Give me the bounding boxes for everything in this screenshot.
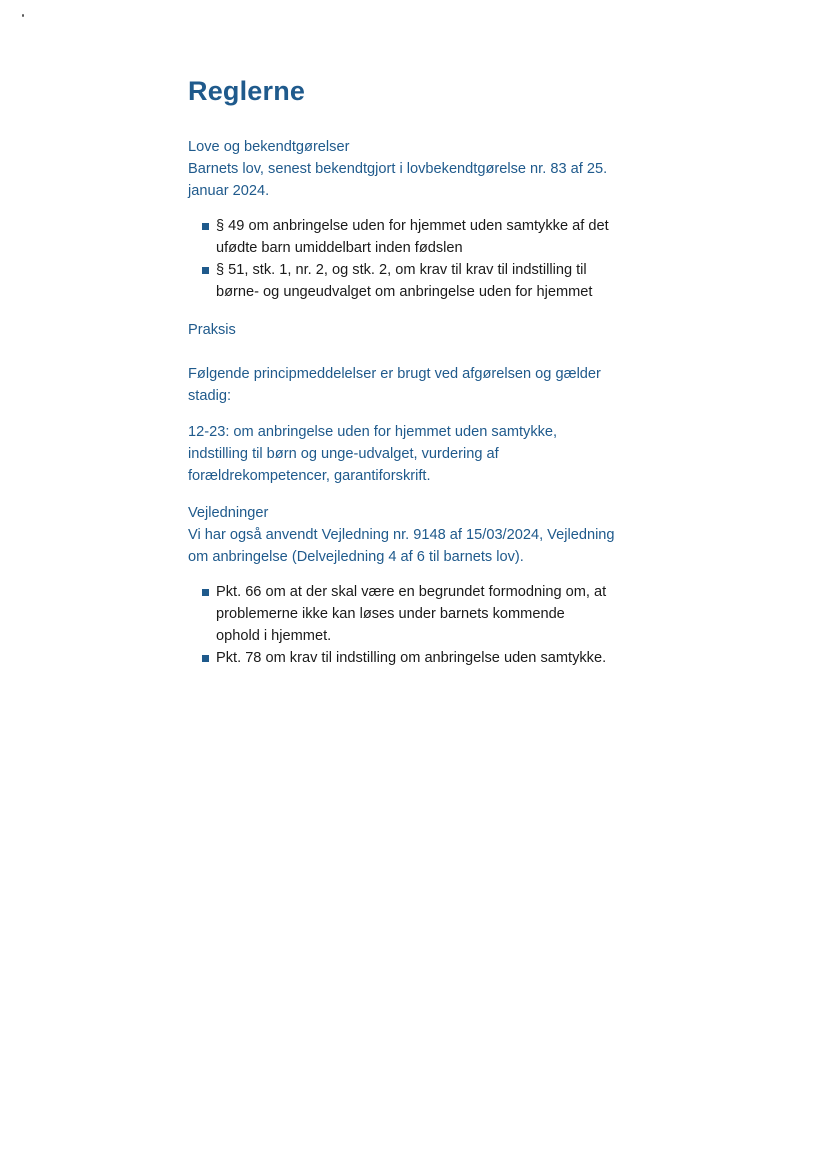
laws-bullet-list (202, 215, 652, 303)
bullet-square-icon (202, 655, 209, 662)
guidance-bullet-list (202, 581, 652, 669)
laws-text-line-1: Barnets lov, senest bekendtgjort i lovbekendtgørelse nr. 83 af 25. (188, 161, 608, 177)
list-item: § 49 om anbringelse uden for hjemmet uden samtykke af det ufødte barn umiddelbart inden fødslen (202, 215, 652, 259)
scan-speck (22, 14, 24, 17)
laws-heading: Love og bekendtgørelser (188, 139, 350, 155)
practice-item: 12-23: om anbringelse uden for hjemmet uden samtykke, indstilling til børn og unge-udvalget, vurdering af forældrekompetencer, garantiforskrift. (188, 424, 558, 484)
practice-intro: Følgende principmeddelelser er brugt ved afgørelsen og gælder stadig: (188, 366, 601, 404)
page-title: Reglerne (188, 76, 306, 106)
guidance-heading: Vejledninger (188, 505, 269, 521)
laws-section (188, 136, 648, 202)
list-item: § 51, stk. 1, nr. 2, og stk. 2, om krav til krav til indstilling til børne- og ungeudvalget om anbringelse uden for hjemmet (202, 259, 652, 303)
bullet-square-icon (202, 589, 209, 596)
guidance-section: Vejledninger Vi har også anvendt Vejledning nr. 9148 af 15/03/2024, Vejledning om anbringelse (Delvejledning 4 af 6 til barnets lov). (188, 502, 648, 568)
list-item: Pkt. 78 om krav til indstilling om anbringelse uden samtykke. (202, 647, 652, 669)
laws-text-line-2: januar 2024. (188, 183, 270, 199)
bullet-square-icon (202, 267, 209, 274)
practice-heading: Praksis (188, 322, 236, 338)
list-item: Pkt. 66 om at der skal være en begrundet formodning om, at problemerne ikke kan løses under barnets kommende ophold i hjemmet. (202, 581, 652, 647)
bullet-square-icon (202, 223, 209, 230)
